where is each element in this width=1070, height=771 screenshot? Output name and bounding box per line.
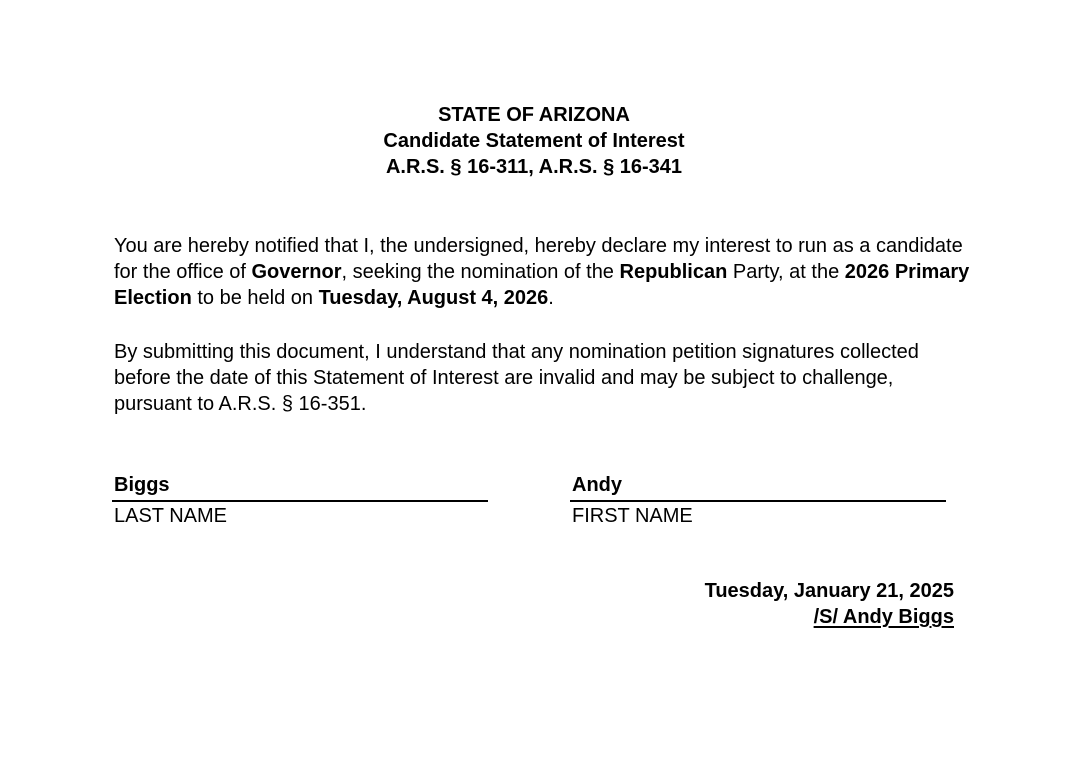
first-name-field — [570, 472, 946, 529]
electronic-signature: /S/ Andy Biggs — [813, 606, 954, 628]
declaration-text-4: to be held on — [191, 287, 319, 309]
last-name-underline — [112, 500, 488, 502]
state-title: STATE OF ARIZONA — [438, 104, 630, 126]
last-name-field — [112, 472, 488, 529]
document-header — [0, 102, 1068, 180]
declaration-text-2: , seeking the nomination of the — [341, 261, 620, 283]
election-date-value: Tuesday, August 4, 2026 — [318, 287, 549, 309]
declaration-text-5: . — [548, 287, 554, 309]
election-value: 2026 Primary Election — [114, 261, 970, 309]
first-name-value: Andy — [572, 474, 622, 496]
signature-block — [705, 578, 954, 630]
declaration-text-3: Party, at the — [727, 261, 845, 283]
acknowledgement-paragraph: By submitting this document, I understand that any nomination petition signatures collected before the date of this Statement of Interest are invalid and may be subject to challenge, pursuant to A.R.S. § 16-351. — [114, 341, 919, 415]
first-name-label: FIRST NAME — [572, 505, 693, 527]
first-name-underline — [570, 500, 946, 502]
statute-reference: A.R.S. § 16-311, A.R.S. § 16-341 — [385, 156, 683, 178]
last-name-value: Biggs — [114, 474, 170, 496]
office-value: Governor — [251, 261, 342, 283]
last-name-label: LAST NAME — [114, 505, 227, 527]
party-value: Republican — [619, 261, 728, 283]
signing-date: Tuesday, January 21, 2025 — [704, 580, 954, 602]
declaration-text-1: You are hereby notified that I, the undersigned, hereby declare my interest to run as a candidate for the office of — [114, 235, 963, 283]
form-title: Candidate Statement of Interest — [383, 130, 685, 152]
declaration-paragraph — [114, 233, 974, 311]
